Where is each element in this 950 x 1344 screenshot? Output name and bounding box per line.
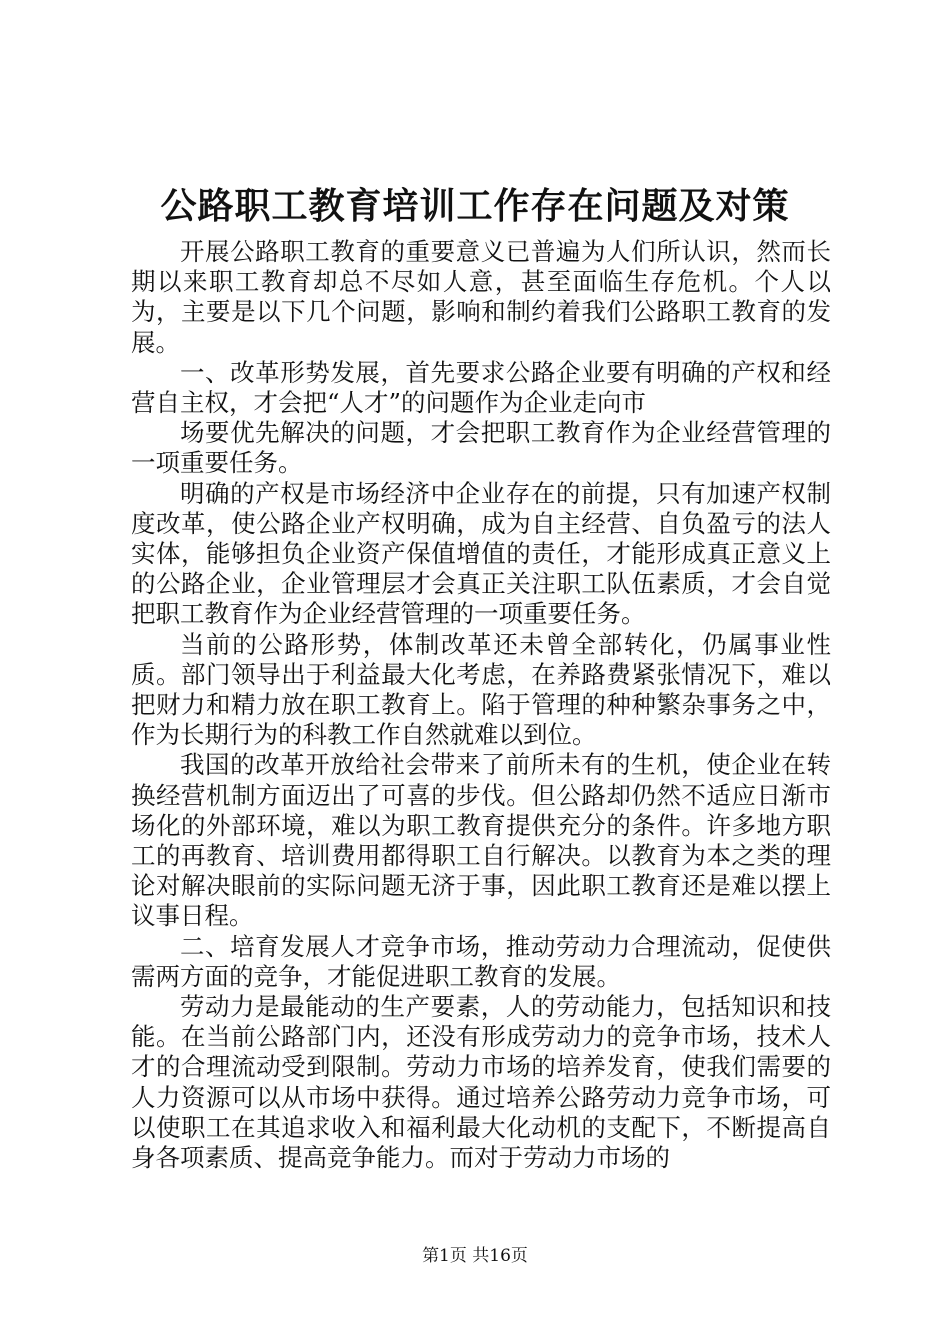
paragraph: 劳动力是最能动的生产要素，人的劳动能力，包括知识和技能。在当前公路部门内，还没有形成劳动力的竞争市场，技术人才的合理流动受到限制。劳动力市场的培养发育，使我们需要的人力资源可以从市场中获得。通过培养公路劳动力竞争市场，可以使职工在其追求收入和福利最大化动机的支配下，不断提高自身各项素质、提高竞争能力。而对于劳动力市场的 bbox=[131, 992, 831, 1173]
document-title: 公路职工教育培训工作存在问题及对策 bbox=[160, 185, 790, 227]
paragraph: 一、改革形势发展，首先要求公路企业要有明确的产权和经营自主权，才会把“人才”的问题作为企业走向市 bbox=[131, 357, 831, 418]
page-number-footer: 第1页 共16页 bbox=[422, 1246, 528, 1266]
paragraph: 场要优先解决的问题，才会把职工教育作为企业经营管理的一项重要任务。 bbox=[131, 418, 831, 478]
paragraph: 我国的改革开放给社会带来了前所未有的生机，使企业在转换经营机制方面迈出了可喜的步伐。但公路却仍然不适应日渐市场化的外部环境，难以为职工教育提供充分的条件。许多地方职工的再教育、培训费用都得职工自行解决。以教育为本之类的理论对解决眼前的实际问题无济于事，因此职工教育还是难以摆上议事日程。 bbox=[131, 750, 831, 931]
document-body bbox=[131, 237, 831, 1173]
paragraph: 开展公路职工教育的重要意义已普遍为人们所认识，然而长期以来职工教育却总不尽如人意，甚至面临生存危机。个人以为，主要是以下几个问题，影响和制约着我们公路职工教育的发展。 bbox=[131, 237, 831, 357]
paragraph: 当前的公路形势，体制改革还未曾全部转化，仍属事业性质。部门领导出于利益最大化考虑，在养路费紧张情况下，难以把财力和精力放在职工教育上。陷于管理的种种繁杂事务之中，作为长期行为的科教工作自然就难以到位。 bbox=[131, 629, 831, 750]
paragraph: 二、培育发展人才竞争市场，推动劳动力合理流动，促使供需两方面的竞争，才能促进职工教育的发展。 bbox=[131, 931, 831, 991]
paragraph: 明确的产权是市场经济中企业存在的前提，只有加速产权制度改革，使公路企业产权明确，成为自主经营、自负盈亏的法人实体，能够担负企业资产保值增值的责任，才能形成真正意义上的公路企业，企业管理层才会真正关注职工队伍素质，才会自觉把职工教育作为企业经营管理的一项重要任务。 bbox=[131, 478, 831, 629]
